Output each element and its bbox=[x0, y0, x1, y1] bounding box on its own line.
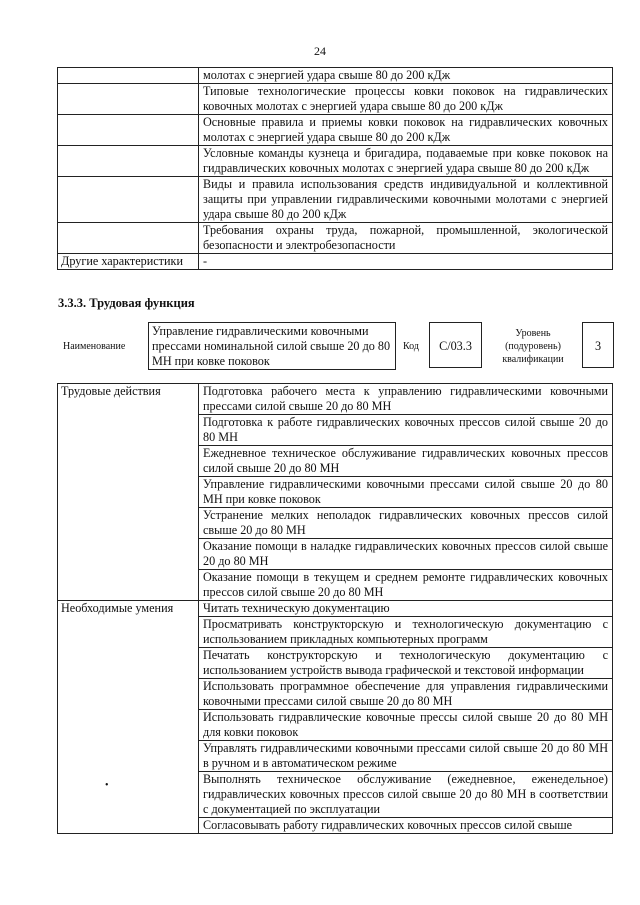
row-label bbox=[58, 177, 199, 223]
list-item: Управление гидравлическими ковочными прессами силой свыше 20 до 80 МН при ковке поковок bbox=[199, 477, 613, 508]
section-title: 3.3.3. Трудовая функция bbox=[58, 296, 195, 310]
table-row bbox=[58, 177, 613, 223]
table-row bbox=[58, 223, 613, 254]
row-label bbox=[58, 68, 199, 84]
name-label: Наименование bbox=[63, 341, 126, 352]
row-label bbox=[58, 223, 199, 254]
table-row bbox=[58, 384, 613, 415]
list-item: Управлять гидравлическими ковочными прессами силой свыше 20 до 80 МН в ручном и в автоматическом режиме bbox=[199, 741, 613, 772]
row-text: Типовые технологические процессы ковки поковок на гидравлических ковочных молотах с энергией удара свыше 80 до 200 кДж bbox=[199, 84, 613, 115]
row-text: Условные команды кузнеца и бригадира, подаваемые при ковке поковок на гидравлических ковочных молотах с энергией удара свыше 80 до 200 кДж bbox=[199, 146, 613, 177]
list-item: Выполнять техническое обслуживание (ежедневное, еженедельное) гидравлических ковочных прессов силой свыше 20 до 80 МН в соответствии с документацией по эксплуатации bbox=[199, 772, 613, 818]
row-label: Другие характеристики bbox=[58, 254, 199, 270]
labor-function-table bbox=[57, 383, 613, 834]
list-item: Подготовка к работе гидравлических ковочных прессов силой свыше 20 до 80 МН bbox=[199, 415, 613, 446]
list-item: Просматривать конструкторскую и технологическую документацию с использованием прикладных компьютерных программ bbox=[199, 617, 613, 648]
list-item: Согласовывать работу гидравлических ковочных прессов силой свыше bbox=[199, 818, 613, 834]
function-name-value: Управление гидравлическими ковочными прессами номинальной силой свыше 20 до 80 МН при ковке поковок bbox=[148, 322, 396, 370]
list-item: Читать техническую документацию bbox=[199, 601, 613, 617]
list-item: Оказание помощи в наладке гидравлических ковочных прессов силой свыше 20 до 80 МН bbox=[199, 539, 613, 570]
list-item: Использовать гидравлические ковочные прессы силой свыше 20 до 80 МН для ковки поковок bbox=[199, 710, 613, 741]
row-text: молотах с энергией удара свыше 80 до 200 кДж bbox=[199, 68, 613, 84]
function-code-value: C/03.3 bbox=[429, 322, 482, 368]
row-label bbox=[58, 115, 199, 146]
row-text: Основные правила и приемы ковки поковок на гидравлических ковочных молотах с энергией удара свыше 80 до 200 кДж bbox=[199, 115, 613, 146]
table-row bbox=[58, 254, 613, 270]
knowledge-table-continuation bbox=[57, 67, 613, 270]
qualification-level-label: Уровень (подуровень) квалификации bbox=[502, 328, 564, 365]
row-text: Виды и правила использования средств индивидуальной и коллективной защиты при управлении гидравлическими ковочными молотами с энергией удара свыше 80 до 200 кДж bbox=[199, 177, 613, 223]
list-item: Оказание помощи в текущем и среднем ремонте гидравлических ковочных прессов силой свыше 20 до 80 МН bbox=[199, 570, 613, 601]
table-row bbox=[58, 601, 613, 617]
list-item: Использовать программное обеспечение для управления гидравлическими ковочными прессами силой свыше 20 до 80 МН bbox=[199, 679, 613, 710]
table-row bbox=[58, 84, 613, 115]
list-item: Печатать конструкторскую и технологическую документацию с использованием устройств вывода графической и текстовой информации bbox=[199, 648, 613, 679]
row-text: - bbox=[199, 254, 613, 270]
qualification-level-value: 3 bbox=[582, 322, 614, 368]
row-label bbox=[58, 84, 199, 115]
row-text: Требования охраны труда, пожарной, промышленной, экологической безопасности и электробезопасности bbox=[199, 223, 613, 254]
labor-actions-label: Трудовые действия bbox=[58, 384, 199, 601]
table-row bbox=[58, 115, 613, 146]
table-row bbox=[58, 146, 613, 177]
list-item: Устранение мелких неполадок гидравлических ковочных прессов силой свыше 20 до 80 МН bbox=[199, 508, 613, 539]
code-label: Код bbox=[403, 341, 419, 352]
list-item: Подготовка рабочего места к управлению гидравлическими ковочными прессами силой свыше 20 до 80 МН bbox=[199, 384, 613, 415]
table-row bbox=[58, 68, 613, 84]
page-number: 24 bbox=[314, 44, 326, 58]
required-skills-label: Необходимые умения bbox=[58, 601, 199, 834]
stray-mark: • bbox=[105, 780, 109, 791]
list-item: Ежедневное техническое обслуживание гидравлических ковочных прессов силой свыше 20 до 80 МН bbox=[199, 446, 613, 477]
row-label bbox=[58, 146, 199, 177]
